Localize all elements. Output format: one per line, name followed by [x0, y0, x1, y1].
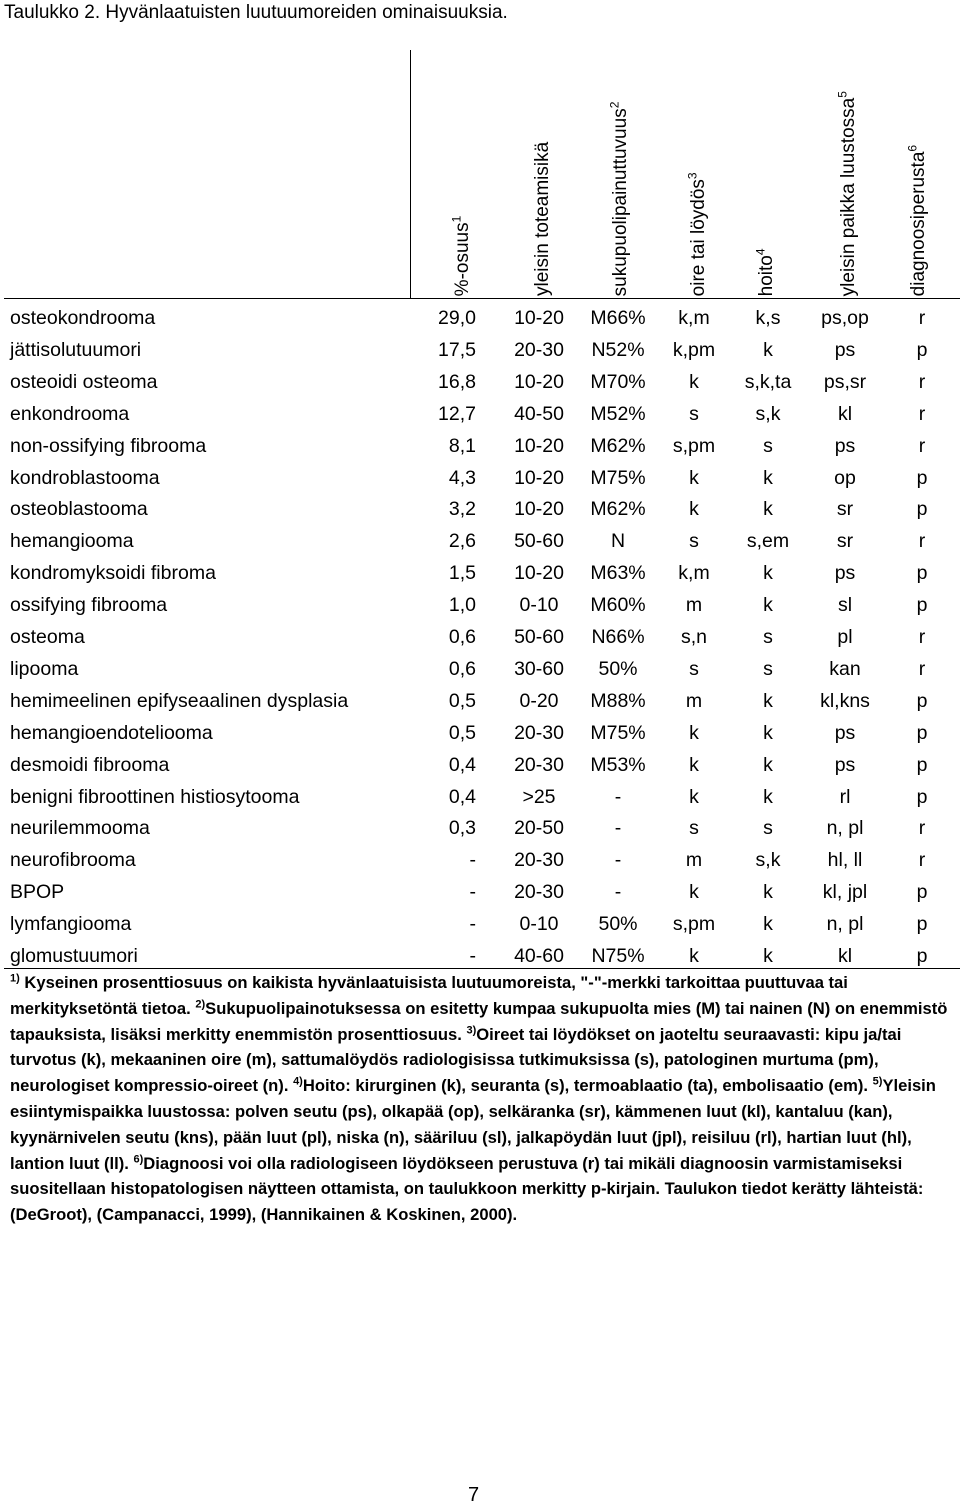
table-cell: N — [610, 530, 626, 553]
table-row — [0, 941, 960, 973]
table-row — [0, 845, 960, 877]
table-cell: k — [763, 945, 773, 967]
tumor-name-cell: lymfangiooma — [10, 913, 132, 936]
footnote-marker: 4 — [753, 248, 768, 255]
table-row — [0, 303, 960, 335]
table-cell: r — [918, 657, 926, 680]
table-cell: k — [689, 721, 699, 744]
table-cell: rl — [839, 785, 851, 808]
table-cell: 0,3 — [448, 817, 476, 840]
table-row — [0, 494, 960, 526]
table-cell: s — [763, 434, 773, 457]
table-cell: k — [763, 753, 773, 776]
header-bottom-rule — [4, 298, 960, 299]
table-cell: 10-20 — [514, 370, 564, 393]
table-cell: sl — [837, 594, 853, 617]
tumor-name-cell: neurofibrooma — [10, 849, 136, 872]
footnote-text: Oireet tai löydökset on jaoteltu seuraavasti: kipu ja/tai turvotus (k), mekaaninen oire (m), sattumalöydös radiologisissa tutkimuksissa (s), patologinen murtuma (pm), neurologiset kompressio-oireet (n). — [10, 1024, 902, 1096]
table-cell: - — [614, 785, 622, 808]
table-cell: 0,6 — [448, 626, 476, 648]
table-cell: k — [689, 753, 699, 776]
table-cell: sr — [836, 498, 854, 521]
table-cell: - — [469, 913, 476, 936]
table-row — [0, 654, 960, 686]
table-cell: m — [685, 849, 703, 872]
table-cell: p — [916, 721, 928, 744]
table-cell: s — [689, 657, 699, 680]
table-cell: M62% — [590, 434, 646, 457]
footnote-text: Sukupuolipainotuksessa on esitetty kumpaa sukupuolta mies (M) tai nainen (N) on enemmistö tapauksista, lisäksi merkitty enemmistön prosenttiosuus. — [10, 998, 948, 1044]
table-cell: kl, jpl — [822, 881, 868, 904]
footnote-number: 1) — [10, 972, 20, 985]
table-cell: s — [763, 657, 773, 680]
table-cell: r — [918, 402, 926, 425]
tumor-name-cell: osteokondrooma — [10, 307, 156, 329]
table-cell: 29,0 — [438, 307, 476, 329]
footnote-marker: 1 — [449, 215, 464, 223]
table-cell: 10-20 — [514, 434, 564, 457]
column-header-text: %-osuus — [452, 222, 473, 296]
table-cell: s,em — [746, 530, 790, 553]
tumor-name-cell: kondromyksoidi fibroma — [10, 562, 216, 585]
table-cell: sr — [836, 530, 854, 553]
table-cell: k,s — [755, 307, 781, 329]
table-caption: Taulukko 2. Hyvänlaatuisten luutuumoreiden ominaisuuksia. — [4, 2, 508, 23]
table-cell: s,k — [755, 402, 781, 425]
table-cell: >25 — [522, 785, 556, 808]
tumor-name-cell: non-ossifying fibrooma — [10, 434, 207, 457]
tumor-name-cell: enkondrooma — [10, 402, 130, 425]
column-header-text: yleisin toteamisikä — [532, 141, 553, 296]
table-cell: p — [916, 785, 928, 808]
tumor-name-cell: glomustuumori — [10, 945, 138, 967]
tumor-name-cell: ossifying fibrooma — [10, 594, 168, 617]
tumor-name-cell: osteoidi osteoma — [10, 370, 158, 393]
table-cell: r — [918, 434, 926, 457]
table-cell: op — [834, 466, 856, 489]
table-cell: 3,2 — [448, 498, 476, 521]
tumor-name-cell: BPOP — [10, 881, 65, 904]
table-cell: 40-50 — [514, 402, 564, 425]
table-cell: M53% — [590, 753, 646, 776]
tumor-name-cell: hemangiooma — [10, 530, 134, 553]
table-cell: N52% — [591, 338, 645, 361]
column-header-label — [832, 91, 860, 296]
table-cell: ps — [834, 434, 856, 457]
column-header-label — [902, 145, 930, 296]
table-cell: hl, ll — [827, 849, 863, 872]
table-cell: k — [689, 945, 699, 967]
column-header-text: yleisin paikka luustossa — [838, 97, 859, 296]
table-cell: ps — [834, 721, 856, 744]
tumor-name-cell: osteoblastooma — [10, 498, 148, 521]
table-cell: k — [689, 785, 699, 808]
table-cell: 0-10 — [519, 594, 559, 617]
table-cell: - — [614, 849, 622, 872]
table-cell: 8,1 — [448, 434, 476, 457]
table-row — [0, 686, 960, 718]
table-cell: n, pl — [826, 913, 864, 936]
table-cell: M66% — [590, 307, 646, 329]
table-cell: ps — [834, 753, 856, 776]
table-cell: k — [763, 913, 773, 936]
footnote-number: 6) — [133, 1153, 144, 1166]
footnote-number: 2) — [195, 998, 206, 1011]
footnote-number: 3) — [466, 1024, 477, 1037]
table-cell: m — [685, 594, 703, 617]
table-cell: 50% — [598, 913, 638, 936]
footnote-text: Diagnoosi voi olla radiologiseen löydökseen perustuva (r) tai mikäli diagnoosin varmistamiseksi suositellaan histopatologisen näytteen ottamista, on taulukkoon merkitty p-kirjain. Taulukon tiedot kerätty lähteistä: (DeGroot), (Campanacci, 1999), (Hannikainen & Koskinen, 2000). — [10, 1153, 924, 1225]
table-cell: k — [763, 721, 773, 744]
table-cell: s,pm — [672, 434, 716, 457]
footnote-marker: 2 — [607, 101, 622, 108]
footnote-number: 5) — [872, 1075, 883, 1088]
table-row — [0, 718, 960, 750]
table-cell: 20-30 — [514, 721, 564, 744]
table-cell: p — [916, 913, 928, 936]
table-cell: k — [689, 881, 699, 904]
table-cell: 20-30 — [514, 753, 564, 776]
table-cell: 0,4 — [448, 753, 476, 776]
table-cell: p — [916, 881, 928, 904]
table-cell: 17,5 — [438, 338, 476, 361]
column-header-label — [532, 142, 554, 296]
footnote-number: 4) — [293, 1075, 303, 1088]
table-row — [0, 590, 960, 622]
table-cell: k,m — [678, 562, 710, 585]
column-header-text: oire tai löydös — [688, 178, 709, 296]
table-row — [0, 399, 960, 431]
table-cell: p — [916, 562, 928, 585]
table-cell: 0-10 — [519, 913, 559, 936]
table-cell: kl — [837, 945, 853, 967]
table-cell: M75% — [590, 466, 646, 489]
table-cell: 0,4 — [448, 785, 476, 808]
table-row — [0, 622, 960, 654]
table-row — [0, 558, 960, 590]
table-cell: - — [614, 817, 622, 840]
table-cell: 20-30 — [514, 849, 564, 872]
table-cell: - — [469, 945, 476, 967]
table-row — [0, 463, 960, 495]
tumor-name-cell: neurilemmooma — [10, 817, 150, 840]
table-cell: r — [918, 849, 926, 872]
tumor-name-cell: kondroblastooma — [10, 466, 160, 489]
tumor-name-cell: benigni fibroottinen histiosytooma — [10, 785, 300, 808]
column-header-label — [604, 101, 632, 296]
tumor-name-cell: lipooma — [10, 657, 79, 680]
table-row — [0, 431, 960, 463]
table-cell: k — [763, 338, 773, 361]
table-footnotes — [10, 970, 950, 1228]
table-cell: 0,6 — [448, 657, 476, 680]
table-cell: r — [918, 626, 926, 648]
table-cell: ps,op — [821, 307, 869, 329]
tumor-name-cell: osteoma — [10, 626, 85, 648]
table-cell: p — [916, 594, 928, 617]
table-cell: pl — [837, 626, 853, 648]
table-row — [0, 782, 960, 814]
tumor-name-cell: hemimeelinen epifyseaalinen dysplasia — [10, 689, 349, 712]
table-cell: r — [918, 530, 926, 553]
table-cell: M62% — [590, 498, 646, 521]
column-header-text: hoito — [756, 254, 777, 296]
table-cell: M70% — [590, 370, 646, 393]
table-cell: kl,kns — [820, 689, 870, 712]
table-cell: 10-20 — [514, 466, 564, 489]
table-cell: 12,7 — [438, 402, 476, 425]
footnote-text: Yleisin esiintymispaikka luustossa: polven seutu (ps), olkapää (op), selkäranka (sr), kämmenen luut (kl), kantaluu (kan), kyynärnivelen seutu (kns), pään luut (pl), niska (n), sääriluu (sl), jalkapöydän luut (jpl), reisiluu (rl), hartian luut (hl), lantion luut (ll). — [10, 1076, 936, 1173]
table-cell: k — [689, 370, 699, 393]
table-row — [0, 750, 960, 782]
table-cell: ps — [834, 562, 856, 585]
table-cell: s — [689, 817, 699, 840]
table-cell: 0,5 — [448, 689, 476, 712]
table-cell: s,pm — [672, 913, 716, 936]
table-cell: 10-20 — [514, 562, 564, 585]
table-row — [0, 526, 960, 558]
table-cell: s,n — [680, 626, 707, 648]
table-cell: ps,sr — [823, 370, 867, 393]
table-row — [0, 909, 960, 941]
table-cell: 30-60 — [514, 657, 564, 680]
table-cell: M52% — [590, 402, 646, 425]
column-header-label — [750, 248, 778, 296]
table-cell: N75% — [591, 945, 645, 967]
table-row — [0, 877, 960, 909]
table-cell: s — [763, 817, 773, 840]
table-cell: p — [916, 689, 928, 712]
table-cell: s,k,ta — [744, 370, 792, 393]
table-cell: M63% — [590, 562, 646, 585]
table-cell: k — [763, 562, 773, 585]
table-cell: p — [916, 945, 928, 967]
table-cell: r — [918, 307, 926, 329]
table-cell: M88% — [590, 689, 646, 712]
page-number: 7 — [468, 1484, 480, 1506]
table-row — [0, 813, 960, 845]
table-cell: r — [918, 370, 926, 393]
table-cell: m — [685, 689, 703, 712]
table-cell: 0-20 — [519, 689, 559, 712]
table-cell: r — [918, 817, 926, 840]
table-cell: kan — [829, 657, 861, 680]
table-cell: kl — [837, 402, 853, 425]
table-cell: 10-20 — [514, 307, 564, 329]
table-cell: 2,6 — [448, 530, 476, 553]
table-cell: 16,8 — [438, 370, 476, 393]
table-cell: p — [916, 753, 928, 776]
table-cell: 0,5 — [448, 721, 476, 744]
table-cell: k,pm — [672, 338, 716, 361]
table-cell: 4,3 — [448, 466, 476, 489]
table-row — [0, 367, 960, 399]
table-cell: 1,5 — [448, 562, 476, 585]
table-cell: s — [689, 402, 699, 425]
column-header-label — [446, 215, 474, 296]
table-cell: p — [916, 498, 928, 521]
table-cell: k — [763, 689, 773, 712]
column-header-text: sukupuolipainuttuvuus — [610, 107, 631, 296]
footnote-text: Hoito: kirurginen (k), seuranta (s), termoablaatio (ta), embolisaatio (em). — [302, 1076, 873, 1096]
table-cell: k — [763, 881, 773, 904]
footnote-marker: 5 — [835, 90, 850, 98]
table-cell: 50-60 — [514, 530, 564, 553]
table-cell: ps — [834, 338, 856, 361]
table-cell: - — [614, 881, 622, 904]
table-cell: 10-20 — [514, 498, 564, 521]
footnote-text: Kyseinen prosenttiosuus on kaikista hyvänlaatuisista luutuumoreista, "-"-merkki tarkoittaa puuttuvaa tai merkityksetöntä tietoa. — [10, 973, 848, 1018]
table-cell: M75% — [590, 721, 646, 744]
column-header-rule — [410, 50, 411, 298]
table-cell: s,k — [755, 849, 781, 872]
tumor-name-cell: hemangioendoteliooma — [10, 721, 213, 744]
table-row — [0, 335, 960, 367]
table-cell: k,m — [678, 307, 710, 329]
table-cell: 1,0 — [448, 594, 476, 617]
table-cell: k — [689, 498, 699, 521]
table-cell: 50-60 — [514, 626, 564, 648]
table-cell: s — [689, 530, 699, 553]
tumor-name-cell: jättisolutuumori — [10, 338, 142, 361]
table-cell: p — [916, 338, 928, 361]
footnote-marker: 6 — [905, 144, 920, 152]
table-cell: N66% — [591, 626, 645, 648]
table-cell: s — [763, 626, 773, 648]
table-cell: k — [689, 466, 699, 489]
table-cell: 20-50 — [514, 817, 564, 840]
table-cell: 50% — [598, 657, 638, 680]
table-cell: k — [763, 785, 773, 808]
table-cell: k — [763, 498, 773, 521]
table-cell: k — [763, 466, 773, 489]
footnote-marker: 3 — [685, 172, 700, 179]
tumor-name-cell: desmoidi fibrooma — [10, 753, 170, 776]
column-header-text: diagnoosiperusta — [908, 151, 929, 296]
table-cell: 20-30 — [514, 338, 564, 361]
table-cell: - — [469, 881, 476, 904]
table-cell: - — [469, 849, 476, 872]
table-cell: 40-60 — [514, 945, 564, 967]
table-cell: p — [916, 466, 928, 489]
column-header-label — [682, 172, 710, 296]
table-cell: k — [763, 594, 773, 617]
table-cell: n, pl — [826, 817, 864, 840]
table-cell: M60% — [590, 594, 646, 617]
table-cell: 20-30 — [514, 881, 564, 904]
